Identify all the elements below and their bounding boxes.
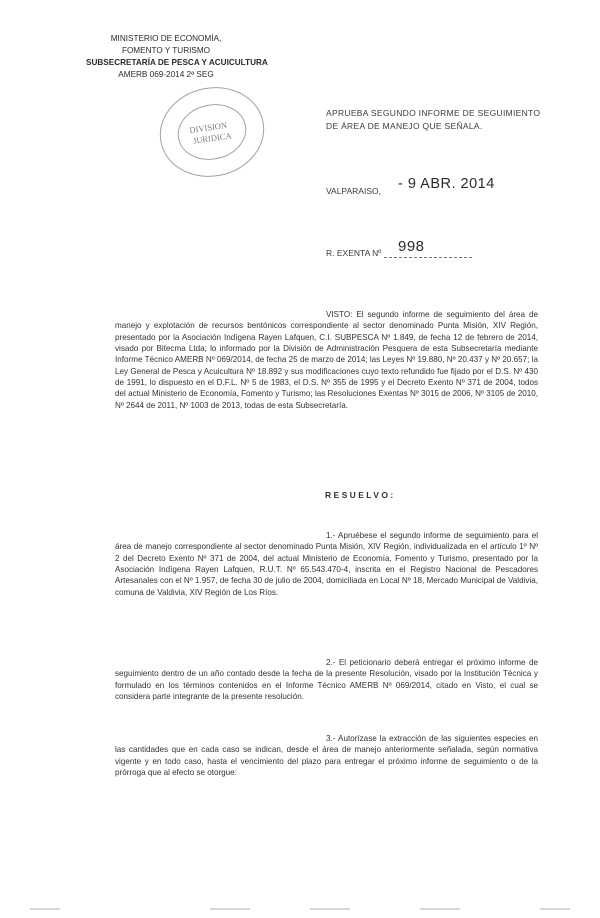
resolution-label: R. EXENTA Nº: [326, 248, 382, 258]
date-stamp: - 9 ABR. 2014: [398, 176, 495, 192]
resolution-number: 998: [398, 238, 425, 255]
place-label: VALPARAISO,: [326, 186, 381, 196]
header-line-ministry: MINISTERIO DE ECONOMÍA,: [110, 34, 222, 43]
ministry-header: [86, 33, 268, 81]
juridica-stamp: [152, 78, 270, 186]
resolution-item-3: 3.- Autorízase la extracción de las siguientes especies en las cantidades que en cada caso se indican, desde el área de manejo anteriormente señalada, según normativa vigente y en todo caso, hasta el vencimiento del plazo para entregar el próximo informe de seguimiento o de la prórroga que al efecto se otorgue:: [115, 734, 538, 778]
footer-scan-marks: [20, 906, 580, 912]
resolution-number-line: [384, 257, 472, 258]
stamp-text-juridica: JURIDICA: [192, 130, 233, 146]
header-line-fomento: FOMENTO Y TURISMO: [121, 46, 211, 55]
header-line-subsecretaria: SUBSECRETARÍA DE PESCA Y ACUICULTURA: [86, 58, 268, 67]
visto-paragraph: VISTO: El segundo informe de seguimiento del área de manejo y explotación de recursos bentónicos correspondiente al sector denominado Punta Misión, XIV Región, presentado por la Asociación Indígena Rayen Lafquen, C.I. SUBPESCA Nº 1.849, de fecha 12 de febrero de 2014, visado por Bitecma Ltda; lo informado por la División de Administración Pesquera de esta Subsecretaría mediante Informe Técnico AMERB Nº 069/2014, de fecha 25 de marzo de 2014; las Leyes Nº 19.880, Nº 20.437 y Nº 20.657; la Ley General de Pesca y Acuicultura Nº 18.892 y sus modificaciones cuyo texto refundido fue fijado por el D.S. Nº 430 de 1991, lo dispuesto en el D.F.L. Nº 5 de 1983, el D.S. Nº 355 de 1995 y el Decreto Exento Nº 371 de 2004, todos del actual Ministerio de Economía, Fomento y Turismo; las Resoluciones Exentas Nº 3015 de 2006, Nº 3105 de 2010, Nº 2644 de 2011, Nº 1003 de 2013, todas de esta Subsecretaría.: [115, 310, 538, 410]
resolution-item-1: 1.- Apruébese el segundo informe de seguimiento para el área de manejo correspondiente al sector denominado Punta Misión, XIV Región, individualizada en el artículo 1º Nº 2 del Decreto Exento Nº 371 de 2004, del actual Ministerio de Economía, Fomento y Turismo, presentado por la Asociación Indígena Rayen Lafquen, R.U.T. Nº 65.543.470-4, inscrita en el Registro Nacional de Pescadores Artesanales con el Nº 1.957, de fecha 30 de julio de 2004, domiciliada en Local Nº 18, Mercado Municipal de Valdivia, comuna de Valdivia, XIV Región de Los Ríos.: [115, 531, 538, 597]
subject-line-1: APRUEBA SEGUNDO INFORME DE SEGUIMIENTO: [326, 108, 541, 118]
resolution-subject: [326, 107, 540, 133]
header-line-reference: AMERB 069-2014 2ª SEG: [118, 70, 214, 79]
stamp-text-division: DIVISION: [188, 119, 228, 136]
resuelvo-heading: RESUELVO:: [325, 490, 396, 500]
resolution-item-2: 2.- El peticionario deberá entregar el próximo informe de seguimiento dentro de un año contado desde la fecha de la presente Resolución, visado por la Institución Técnica y formulado en los términos contenidos en el Informe Técnico AMERB Nº 069/2014, citado en Visto, el cual se considera parte integrante de la presente resolución.: [115, 658, 538, 702]
subject-line-2: DE ÁREA DE MANEJO QUE SEÑALA.: [326, 121, 483, 131]
